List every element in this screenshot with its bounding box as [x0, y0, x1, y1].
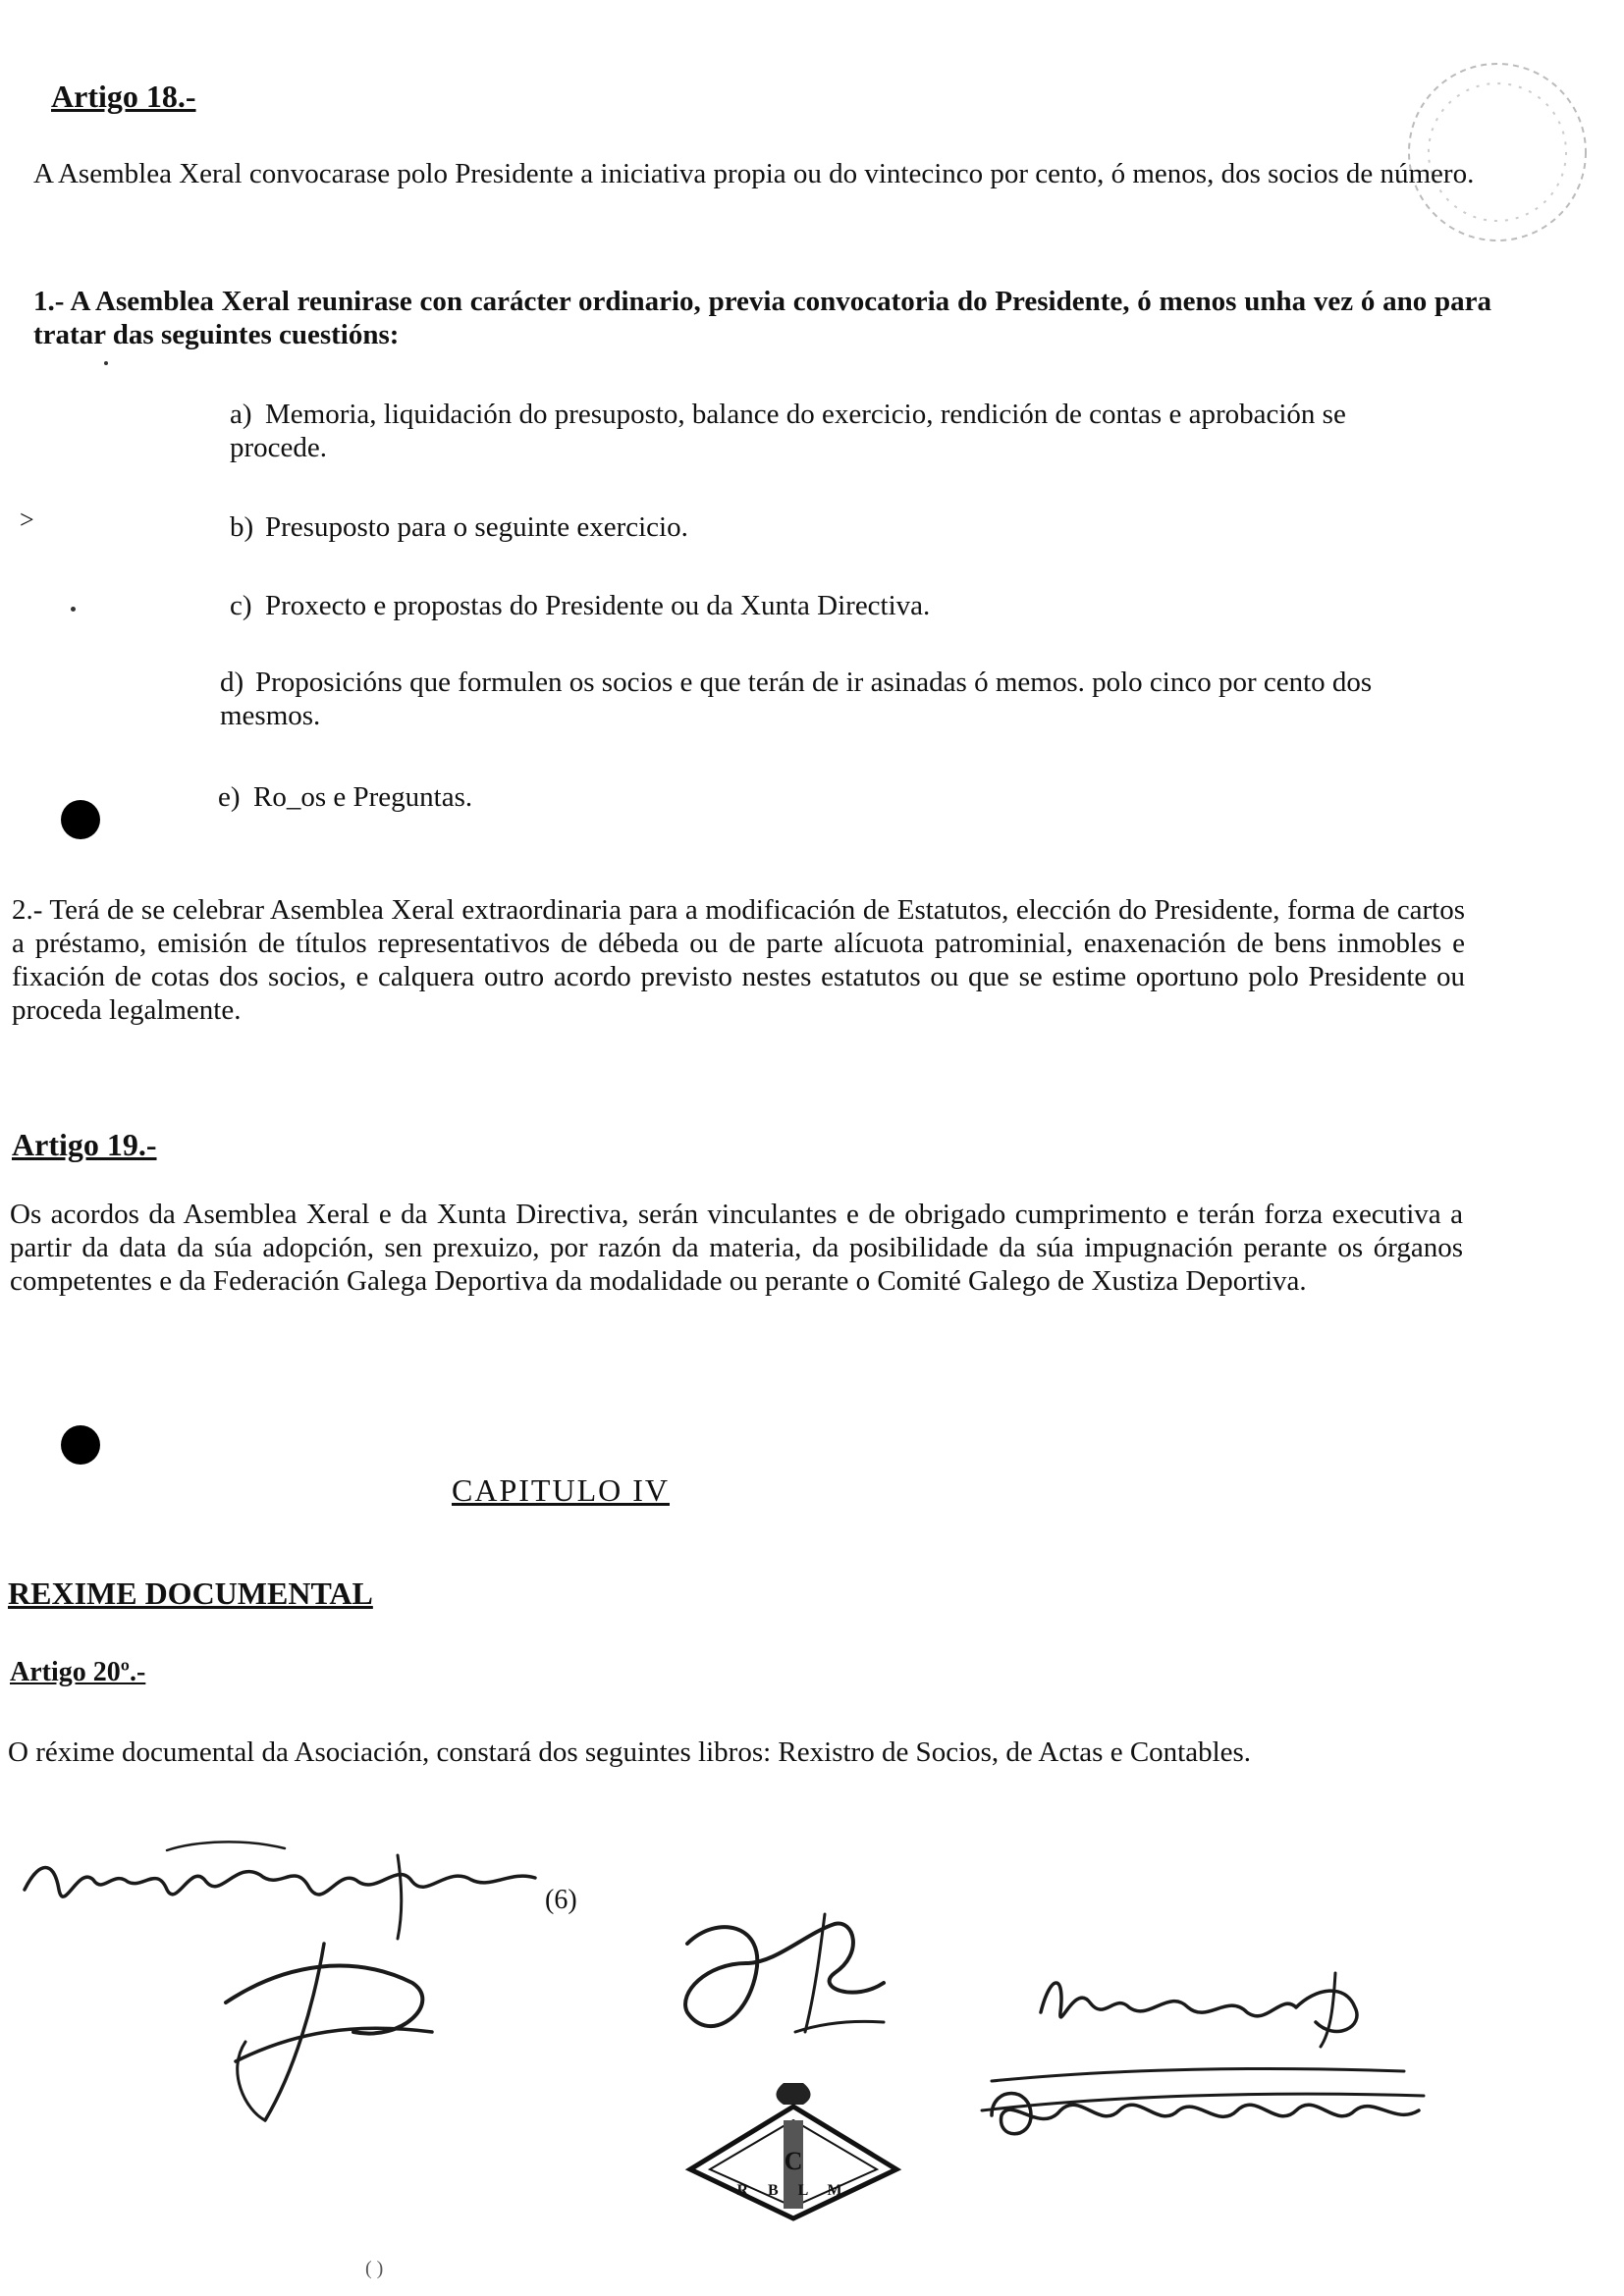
scan-speck [104, 361, 108, 365]
item-letter: c) [230, 590, 252, 621]
emblem-top-letter: C [784, 2147, 803, 2175]
item-letter: b) [230, 511, 254, 543]
punch-hole-mark [61, 800, 100, 839]
chapter-title: CAPITULO IV [452, 1472, 670, 1508]
item-letter: d) [220, 667, 244, 698]
agenda-item-d [220, 666, 1437, 732]
article-18-paragraph-1: 1.- A Asemblea Xeral reunirase con carácter ordinario, previa convocatoria do Presidente, ó menos unha vez ó ano para tratar das seguintes cuestións: [33, 286, 1491, 350]
signature-2 [206, 1924, 461, 2140]
agenda-item-c [230, 589, 1418, 622]
article-18-heading: Artigo 18.- [51, 79, 196, 114]
item-letter: a) [230, 399, 252, 430]
item-text: Proposicións que formulen os socios e que terán de ir asinadas ó memos. polo cinco por cento dos mesmos. [220, 667, 1373, 731]
item-text: Ro_os e Preguntas. [253, 781, 473, 813]
item-text: Memoria, liquidación do presuposto, balance do exercicio, rendición de contas e aprobación se procede. [230, 399, 1346, 463]
item-letter: e) [218, 781, 241, 813]
section-title: REXIME DOCUMENTAL [8, 1575, 373, 1611]
agenda-item-a [230, 398, 1418, 464]
item-text: Proxecto e propostas do Presidente ou da Xunta Directiva. [265, 590, 931, 621]
article-18-intro: A Asemblea Xeral convocarase polo Presidente a iniciativa propia ou do vintecinco por cento, ó menos, dos socios de número. [33, 158, 1475, 189]
signature-3 [648, 1895, 903, 2071]
emblem-bottom-letters: R B L M [736, 2182, 850, 2199]
agenda-item-e [218, 780, 1406, 814]
article-20-heading: Artigo 20º.- [10, 1657, 146, 1687]
article-19-body: Os acordos da Asemblea Xeral e da Xunta Directiva, serán vinculantes e de obrigado cumprimento e terán forza executiva a partir da data da súa adopción, sen prexuizo, por razón da materia, da posibilidade da súa impugnación perante os órganos competentes e da Federación Galega Deportiva da modalidade ou perante o Comité Galego de Xustiza Deportiva. [10, 1199, 1463, 1297]
article-18-paragraph-2: 2.- Terá de se celebrar Asemblea Xeral extraordinaria para a modificación de Estatutos, elección do Presidente, forma de cartos a préstamo, emisión de títulos representativos de débeda ou de parte alícuota patrominial, enaxenación de bens inmobles e fixación de cotas dos socios, e calquera outro acordo previsto nestes estatutos ou que se estime oportuno polo Presidente ou proceda legalmente. [12, 894, 1465, 1026]
club-emblem [676, 2071, 911, 2228]
article-19-heading: Artigo 19.- [12, 1127, 157, 1162]
article-20-body: O réxime documental da Asociación, constará dos seguintes libros: Rexistro de Socios, de Actas e Contables. [8, 1736, 1252, 1768]
item-text: Presuposto para o seguinte exercicio. [265, 511, 688, 543]
footer-mark: ( ) [365, 2258, 384, 2279]
signature-hernandez [1021, 1953, 1394, 2052]
scan-speck [71, 607, 76, 612]
scan-mark: > [20, 506, 34, 534]
agenda-item-b [230, 510, 1418, 544]
signature-carmelo-castro [972, 2056, 1434, 2164]
punch-hole-mark [61, 1425, 100, 1465]
page-mark: (6) [545, 1885, 577, 1915]
